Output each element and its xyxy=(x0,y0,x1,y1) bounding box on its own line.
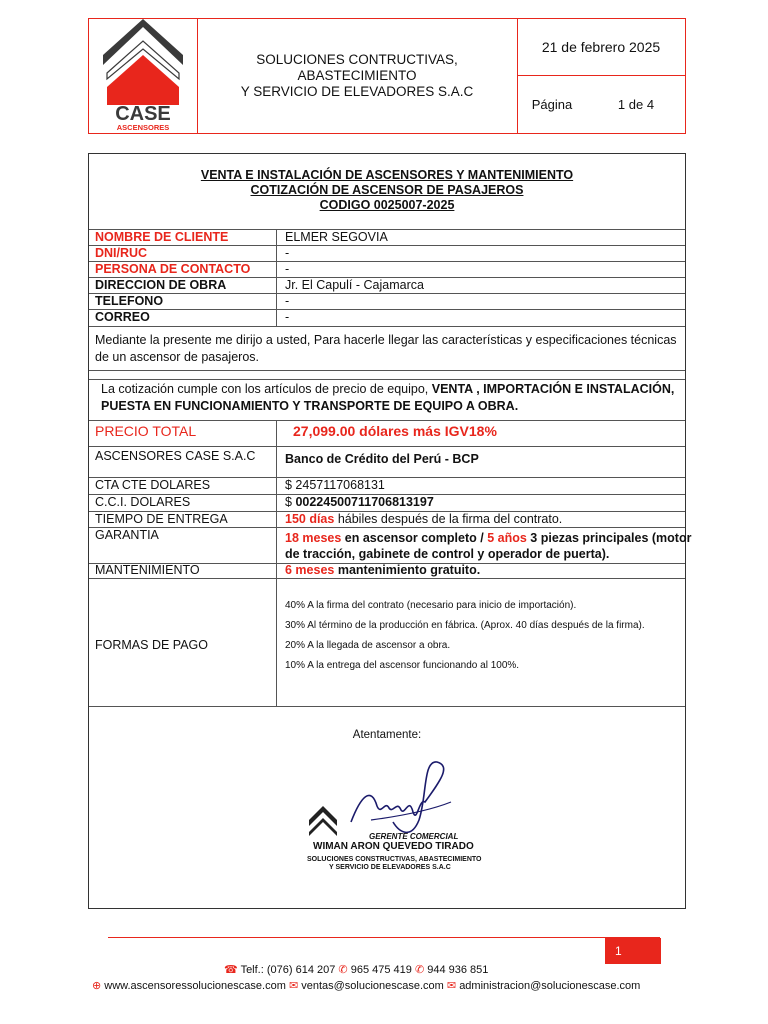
bank-holder-label: ASCENSORES CASE S.A.C xyxy=(95,449,256,463)
mail-icon: ✉ xyxy=(446,980,457,992)
address-value: Jr. El Capulí - Cajamarca xyxy=(285,278,424,292)
footer-mobile2: 944 936 851 xyxy=(427,964,489,976)
footer-divider xyxy=(108,937,660,938)
whatsapp-icon: ✆ xyxy=(414,964,425,976)
payment-label: FORMAS DE PAGO xyxy=(95,638,208,652)
cci-value-wrap xyxy=(285,495,434,510)
payment-item: 40% A la firma del contrato (necesario para inicio de importación). xyxy=(285,600,577,611)
logo-sub: ASCENSORES xyxy=(116,123,170,132)
maintenance-label: MANTENIMIENTO xyxy=(95,563,200,577)
warranty-rest1: 3 piezas principales (motor xyxy=(526,531,692,545)
warranty-rest2: de tracción, gabinete de control y operador de puerta). xyxy=(285,547,610,561)
footer-phones xyxy=(224,963,488,976)
footer-mobile1: 965 475 419 xyxy=(350,964,412,976)
cci-label: C.C.I. DOLARES xyxy=(95,495,191,509)
signer-role: GERENTE COMERCIAL xyxy=(369,832,459,841)
footer-web xyxy=(92,979,640,992)
delivery-label: TIEMPO DE ENTREGA xyxy=(95,512,228,526)
client-name-value: ELMER SEGOVIA xyxy=(285,230,388,244)
intro-paragraph: Mediante la presente me dirijo a usted, Para hacerle llegar las características y especificaciones técnicas de un ascensor de pasajeros. xyxy=(95,333,677,364)
email-value: - xyxy=(285,310,290,324)
contact-label: PERSONA DE CONTACTO xyxy=(95,262,251,276)
company-title xyxy=(197,19,518,133)
signer-company1: SOLUCIONES CONSTRUCTIVAS, ABASTECIMIENTO xyxy=(307,856,482,863)
account-label: CTA CTE DOLARES xyxy=(95,478,211,492)
document-date: 21 de febrero 2025 xyxy=(517,19,685,76)
maintenance-months: 6 meses xyxy=(285,563,335,577)
document-header xyxy=(88,18,686,134)
footer-email1[interactable]: ventas@solucionescase.com xyxy=(301,980,444,992)
delivery-rest: hábiles después de la firma del contrato. xyxy=(334,512,563,526)
scope-bold1: VENTA , IMPORTACIÓN E INSTALACIÓN, xyxy=(431,382,675,396)
cci-value: 00224500711706813197 xyxy=(295,495,434,509)
dni-value: - xyxy=(285,246,290,260)
company-line1: SOLUCIONES CONTRUCTIVAS, ABASTECIMIENTO xyxy=(256,52,458,83)
footer-page-number: 1 xyxy=(605,938,661,964)
footer-website[interactable]: www.ascensoressolucionescase.com xyxy=(104,980,286,992)
maintenance-rest: mantenimiento gratuito. xyxy=(334,563,481,577)
page-value: 1 de 4 xyxy=(617,97,655,112)
price-value: 27,099.00 dólares más IGV18% xyxy=(293,423,497,439)
scope-bold2: PUESTA EN FUNCIONAMIENTO Y TRANSPORTE DE EQUIPO A OBRA. xyxy=(101,399,519,413)
title-line3: CODIGO 0025007-2025 xyxy=(319,198,455,212)
signer-name: WIMAN ARON QUEVEDO TIRADO xyxy=(313,841,474,852)
phone-icon: ☎ xyxy=(224,964,238,976)
warranty-years: 5 años xyxy=(487,531,527,545)
delivery-value xyxy=(285,512,562,527)
phone-label: TELEFONO xyxy=(95,294,164,308)
maintenance-value xyxy=(285,563,480,578)
warranty-months: 18 meses xyxy=(285,531,342,545)
email-label: CORREO xyxy=(95,310,150,324)
quotation-title xyxy=(89,168,685,213)
warranty-label: GARANTIA xyxy=(95,528,159,542)
warranty-value xyxy=(285,530,691,562)
address-label: DIRECCION DE OBRA xyxy=(95,278,227,292)
contact-value: - xyxy=(285,262,290,276)
scope-prefix: La cotización cumple con los artículos de precio de equipo, xyxy=(101,382,432,396)
globe-icon: ⊕ xyxy=(92,980,102,992)
page-label: Página xyxy=(531,97,573,112)
bank-name: Banco de Crédito del Perú - BCP xyxy=(285,452,479,466)
footer-email2[interactable]: administracion@solucionescase.com xyxy=(459,980,641,992)
quotation-table xyxy=(88,153,692,909)
client-name-label: NOMBRE DE CLIENTE xyxy=(95,230,229,244)
payment-item: 20% A la llegada de ascensor a obra. xyxy=(285,640,451,651)
closing-text: Atentamente: xyxy=(352,729,422,741)
company-line2: Y SERVICIO DE ELEVADORES S.A.C xyxy=(240,84,474,99)
cci-prefix: $ xyxy=(285,495,296,509)
mail-icon: ✉ xyxy=(288,980,299,992)
title-line2: COTIZACIÓN DE ASCENSOR DE PASAJEROS xyxy=(250,183,524,197)
mobile-icon: ✆ xyxy=(338,964,348,976)
signer-company2: Y SERVICIO DE ELEVADORES S.A.C xyxy=(329,864,451,871)
price-label: PRECIO TOTAL xyxy=(95,423,197,439)
logo-word: CASE xyxy=(115,103,171,125)
footer-phone: Telf.: (076) 614 207 xyxy=(240,964,336,976)
account-value: $ 2457117068131 xyxy=(285,478,385,492)
warranty-mid: en ascensor completo / xyxy=(341,531,488,545)
payment-item: 10% A la entrega del ascensor funcionando al 100%. xyxy=(285,660,520,671)
logo-house-red xyxy=(107,55,179,105)
dni-label: DNI/RUC xyxy=(95,246,148,260)
payment-item: 30% Al término de la producción en fábrica. (Aprox. 40 días después de la firma). xyxy=(285,620,645,631)
company-logo xyxy=(89,19,198,133)
phone-value: - xyxy=(285,294,290,308)
delivery-days: 150 días xyxy=(285,512,335,526)
scope-paragraph xyxy=(101,381,685,415)
title-line1: VENTA E INSTALACIÓN DE ASCENSORES Y MANTENIMIENTO xyxy=(200,168,574,182)
